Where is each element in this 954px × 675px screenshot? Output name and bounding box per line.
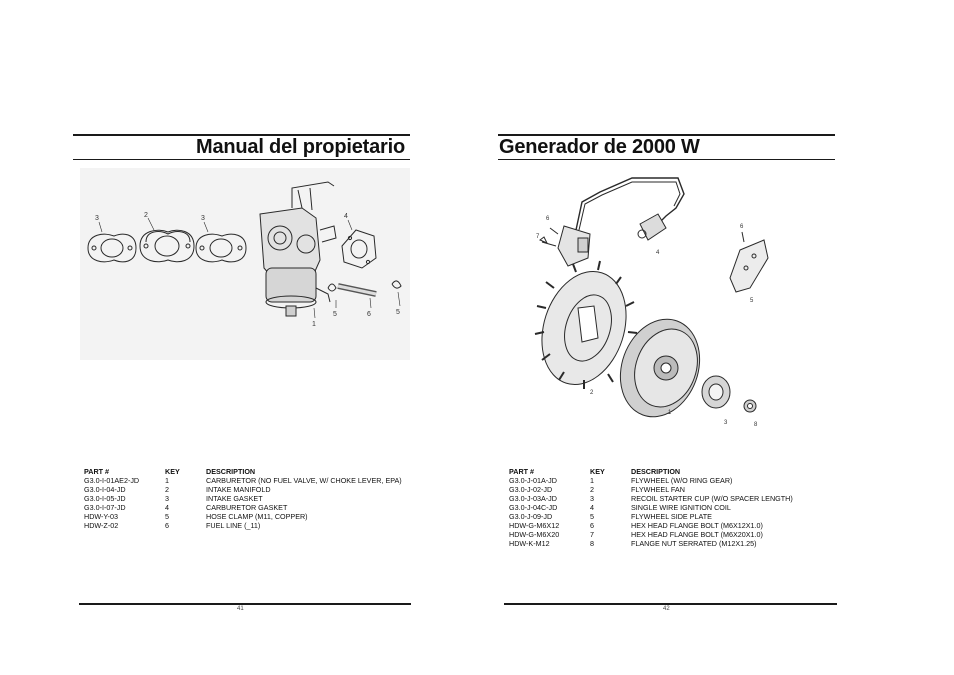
callout-label: 3: [724, 420, 728, 426]
callout-label: 5: [750, 298, 754, 304]
column-header-description: DESCRIPTION: [206, 467, 256, 476]
table-row: [509, 503, 793, 512]
part-number: G3.0-J-01A-JD: [509, 476, 557, 485]
column-header-key: KEY: [590, 467, 605, 476]
part-number: G3.0-I-04-JD: [84, 485, 126, 494]
key-number: 8: [590, 539, 594, 548]
table-row: [509, 539, 793, 548]
page-number: 41: [237, 606, 244, 612]
table-row: [509, 521, 793, 530]
part-number: G3.0-J-04C-JD: [509, 503, 558, 512]
callout-label: 5: [396, 309, 400, 316]
table-row: [509, 476, 793, 485]
page-number: 42: [663, 606, 670, 612]
table-row: [84, 521, 402, 530]
column-header-part: PART #: [509, 467, 535, 476]
part-number: HDW-K-M12: [509, 539, 550, 548]
part-number: G3.0-J-02-JD: [509, 485, 553, 494]
part-description: RECOIL STARTER CUP (W/O SPACER LENGTH): [631, 494, 793, 503]
key-number: 3: [165, 494, 169, 503]
page-title: Generador de 2000 W: [499, 136, 700, 158]
callout-label: 6: [367, 311, 371, 318]
key-number: 2: [165, 485, 169, 494]
part-description: CARBURETOR GASKET: [206, 503, 288, 512]
part-number: HDW-Z-02: [84, 521, 119, 530]
table-row: [84, 476, 402, 485]
part-number: HDW-G-M6X12: [509, 521, 560, 530]
table-header-row: [509, 467, 793, 476]
part-description: SINGLE WIRE IGNITION COIL: [631, 503, 731, 512]
key-number: 4: [590, 503, 594, 512]
key-number: 5: [590, 512, 594, 521]
table-row: [509, 485, 793, 494]
callout-label: 2: [144, 212, 148, 219]
key-number: 6: [590, 521, 594, 530]
callout-label: 4: [656, 250, 660, 256]
part-description: HEX HEAD FLANGE BOLT (M6X20X1.0): [631, 530, 763, 539]
key-number: 1: [165, 476, 169, 485]
part-description: HEX HEAD FLANGE BOLT (M6X12X1.0): [631, 521, 763, 530]
callout-label: 1: [668, 410, 672, 416]
carburetor-exploded-diagram: [80, 168, 410, 360]
table-header-row: [84, 467, 402, 476]
part-description: FLYWHEEL (W/O RING GEAR): [631, 476, 733, 485]
part-description: INTAKE GASKET: [206, 494, 263, 503]
title-bottom-rule: [73, 159, 410, 160]
callout-label: 6: [546, 216, 550, 222]
part-number: G3.0-J-09-JD: [509, 512, 553, 521]
flywheel-exploded-diagram: [528, 168, 778, 430]
key-number: 5: [165, 512, 169, 521]
part-description: FLYWHEEL FAN: [631, 485, 685, 494]
part-description: CARBURETOR (NO FUEL VALVE, W/ CHOKE LEVER, EPA): [206, 476, 402, 485]
part-number: HDW-Y-03: [84, 512, 118, 521]
callout-label: 3: [201, 215, 205, 222]
parts-table: [84, 467, 402, 530]
table-row: [509, 512, 793, 521]
callout-label: 2: [590, 390, 594, 396]
key-number: 3: [590, 494, 594, 503]
part-description: FLANGE NUT SERRATED (M12X1.25): [631, 539, 757, 548]
parts-table: [509, 467, 793, 548]
part-number: G3.0-J-03A-JD: [509, 494, 557, 503]
key-number: 1: [590, 476, 594, 485]
part-description: HOSE CLAMP (M11, COPPER): [206, 512, 308, 521]
key-number: 6: [165, 521, 169, 530]
column-header-description: DESCRIPTION: [631, 467, 681, 476]
part-number: G3.0-I-05-JD: [84, 494, 126, 503]
footer-rule: [79, 603, 411, 605]
part-number: G3.0-I-01AE2-JD: [84, 476, 140, 485]
table-row: [509, 530, 793, 539]
table-row: [84, 485, 402, 494]
page-title: Manual del propietario: [196, 136, 405, 158]
footer-rule: [504, 603, 837, 605]
part-number: G3.0-I-07-JD: [84, 503, 126, 512]
callout-label: 1: [312, 321, 316, 328]
callout-label: 3: [95, 215, 99, 222]
key-number: 2: [590, 485, 594, 494]
table-row: [509, 494, 793, 503]
table-row: [84, 503, 402, 512]
callout-label: 7: [536, 234, 540, 240]
callout-label: 8: [754, 422, 758, 428]
part-number: HDW-G-M6X20: [509, 530, 560, 539]
part-description: INTAKE MANIFOLD: [206, 485, 271, 494]
table-row: [84, 512, 402, 521]
key-number: 7: [590, 530, 594, 539]
part-description: FUEL LINE (_11): [206, 521, 261, 530]
callout-label: 4: [344, 213, 348, 220]
callout-label: 5: [333, 311, 337, 318]
table-row: [84, 494, 402, 503]
column-header-key: KEY: [165, 467, 180, 476]
key-number: 4: [165, 503, 169, 512]
callout-label: 6: [740, 224, 744, 230]
part-description: FLYWHEEL SIDE PLATE: [631, 512, 712, 521]
column-header-part: PART #: [84, 467, 110, 476]
title-bottom-rule: [498, 159, 835, 160]
